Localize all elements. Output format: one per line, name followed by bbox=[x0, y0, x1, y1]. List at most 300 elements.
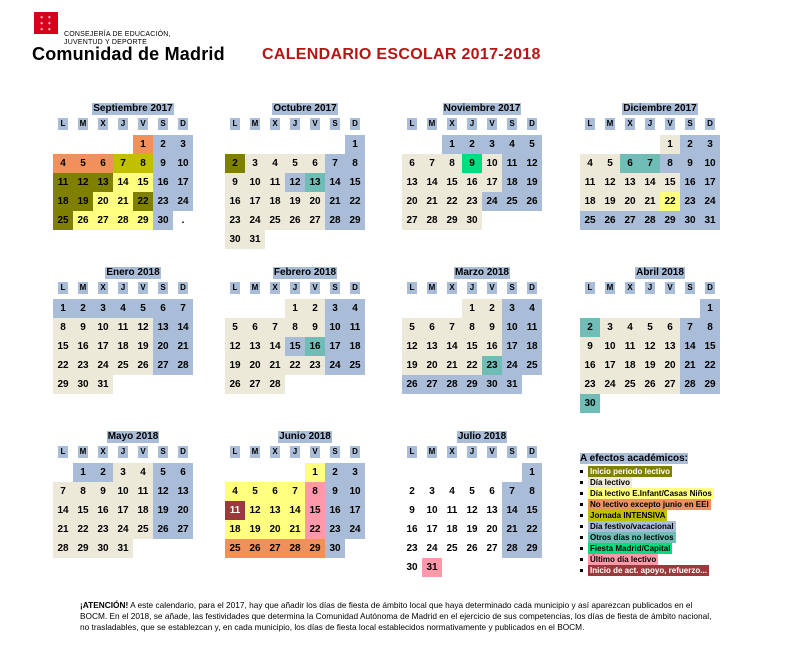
calendar-day: 30 bbox=[580, 394, 600, 413]
weekday-label: J bbox=[467, 118, 477, 130]
weekday-label: J bbox=[290, 118, 300, 130]
weekday-label: M bbox=[79, 119, 87, 128]
weekday-label: D bbox=[527, 118, 537, 130]
weekday-label: D bbox=[350, 282, 360, 294]
calendar-day: 14 bbox=[442, 337, 462, 356]
calendar-day: 16 bbox=[580, 356, 600, 375]
calendar-day: 10 bbox=[426, 505, 438, 516]
calendar-day: 14 bbox=[680, 337, 700, 356]
calendar-day: 5 bbox=[285, 154, 305, 173]
calendar-day: 8 bbox=[285, 318, 305, 337]
calendar-day: 31 bbox=[245, 230, 265, 249]
weekday-label: J bbox=[290, 446, 300, 458]
legend-items bbox=[580, 466, 770, 576]
calendar-day: 12 bbox=[225, 337, 245, 356]
calendar-day: 8 bbox=[53, 318, 73, 337]
calendar-day: 9 bbox=[462, 154, 482, 173]
calendar-day: 7 bbox=[265, 318, 285, 337]
calendar-day: 26 bbox=[522, 192, 542, 211]
legend-item-label: Inicio periodo lectivo bbox=[590, 467, 671, 476]
weekday-label: X bbox=[625, 118, 635, 130]
month-title-text: Enero 2018 bbox=[106, 267, 160, 278]
calendar-day: 8 bbox=[462, 318, 482, 337]
month-title bbox=[580, 262, 740, 278]
calendar-day: 27 bbox=[173, 520, 193, 539]
calendar-day: 17 bbox=[113, 501, 133, 520]
calendar-day: 21 bbox=[422, 192, 442, 211]
calendar-day: 1 bbox=[442, 135, 462, 154]
calendar-day: 8 bbox=[660, 154, 680, 173]
calendar-day: 29 bbox=[305, 539, 325, 558]
calendar-day: 30 bbox=[482, 375, 502, 394]
calendar-day: 19 bbox=[285, 192, 305, 211]
calendar-day: 13 bbox=[173, 482, 193, 501]
weekday-label: L bbox=[58, 446, 68, 458]
calendar-day: 11 bbox=[580, 173, 600, 192]
calendar-day: 2 bbox=[73, 299, 93, 318]
month-title bbox=[225, 426, 385, 442]
weekday-label: S bbox=[158, 446, 168, 458]
calendar-day: 10 bbox=[245, 173, 265, 192]
calendar-day: 6 bbox=[245, 318, 265, 337]
weekday-label: X bbox=[625, 282, 635, 294]
calendar-day: 27 bbox=[153, 356, 173, 375]
month-title-text: Mayo 2018 bbox=[107, 431, 159, 442]
calendar-day: 5 bbox=[133, 299, 153, 318]
legend-item-label: Último día lectivo bbox=[590, 555, 657, 564]
calendar-day: 9 bbox=[325, 482, 345, 501]
calendar-day: 30 bbox=[406, 562, 418, 573]
calendar-day: 12 bbox=[600, 173, 620, 192]
attention-note bbox=[80, 600, 720, 633]
madrid-flag-logo bbox=[34, 12, 58, 39]
calendar-day: 26 bbox=[285, 211, 305, 230]
calendar-day: 26 bbox=[600, 211, 620, 230]
calendar-day: 11 bbox=[265, 173, 285, 192]
calendar-day: 8 bbox=[133, 154, 153, 173]
consejeria-line-1: CONSEJERÍA DE EDUCACIÓN, bbox=[64, 31, 171, 38]
month-block bbox=[53, 262, 213, 394]
calendar-day: 20 bbox=[305, 192, 325, 211]
calendar-day: 28 bbox=[173, 356, 193, 375]
calendar-day: 28 bbox=[442, 375, 462, 394]
calendar-day: 23 bbox=[305, 356, 325, 375]
calendar-day: 27 bbox=[305, 211, 325, 230]
weekday-label: X bbox=[270, 118, 280, 130]
calendar-day: 8 bbox=[305, 482, 325, 501]
calendar-day: 5 bbox=[600, 154, 620, 173]
weekday-label: D bbox=[178, 118, 188, 130]
page-header bbox=[0, 0, 786, 80]
weekday-label: L bbox=[407, 282, 417, 294]
calendar-day: 3 bbox=[325, 299, 345, 318]
calendar-day: 28 bbox=[285, 539, 305, 558]
calendar-day: 7 bbox=[325, 154, 345, 173]
calendar-day: 4 bbox=[522, 299, 542, 318]
calendar-day: 7 bbox=[502, 482, 522, 501]
calendar-day: 24 bbox=[426, 543, 438, 554]
calendar-day: 28 bbox=[422, 211, 442, 230]
calendar-day: 19 bbox=[522, 173, 542, 192]
weekday-label: L bbox=[58, 282, 68, 294]
calendar-day: 24 bbox=[93, 356, 113, 375]
calendar-day: 15 bbox=[522, 501, 542, 520]
calendar-day: 11 bbox=[133, 482, 153, 501]
calendar-day: 9 bbox=[153, 154, 173, 173]
calendar-day: 15 bbox=[53, 337, 73, 356]
weekday-label: L bbox=[58, 118, 68, 130]
calendar-day: 19 bbox=[600, 192, 620, 211]
calendar-day: 14 bbox=[285, 501, 305, 520]
calendar-day: 4 bbox=[133, 463, 153, 482]
weekday-label: J bbox=[645, 118, 655, 130]
calendar-day: 24 bbox=[482, 192, 502, 211]
calendar-day: 24 bbox=[113, 520, 133, 539]
calendar-day: 29 bbox=[442, 211, 462, 230]
calendar-day: 27 bbox=[422, 375, 442, 394]
calendar-day: 21 bbox=[285, 520, 305, 539]
calendar-day: 21 bbox=[325, 192, 345, 211]
calendar-day: 23 bbox=[73, 356, 93, 375]
calendar-day: 20 bbox=[486, 524, 498, 535]
weekday-label: X bbox=[447, 446, 457, 458]
weekday-label: M bbox=[428, 447, 436, 456]
calendar-day: 20 bbox=[660, 356, 680, 375]
calendar-day: 20 bbox=[93, 192, 113, 211]
month-block bbox=[225, 262, 385, 394]
calendar-day: 19 bbox=[225, 356, 245, 375]
legend-item bbox=[580, 510, 770, 521]
calendar-day: 19 bbox=[73, 192, 93, 211]
calendar-day: 15 bbox=[700, 337, 720, 356]
calendar-day: 27 bbox=[93, 211, 113, 230]
legend-item bbox=[580, 554, 770, 565]
calendar-day: 29 bbox=[53, 375, 73, 394]
calendar-day: 26 bbox=[245, 539, 265, 558]
legend-item bbox=[580, 488, 770, 499]
calendar-day: 9 bbox=[73, 318, 93, 337]
calendar-day: 21 bbox=[173, 337, 193, 356]
weekday-label: L bbox=[585, 118, 595, 130]
month-title-text: Junio 2018 bbox=[279, 431, 331, 442]
weekday-label: V bbox=[487, 446, 497, 458]
calendar-day: 8 bbox=[73, 482, 93, 501]
calendar-day: 28 bbox=[53, 539, 73, 558]
calendar-day: 12 bbox=[402, 337, 422, 356]
month-title bbox=[402, 262, 562, 278]
calendar-day: 2 bbox=[409, 486, 415, 497]
weekday-label: X bbox=[270, 282, 280, 294]
calendar-day: 16 bbox=[462, 173, 482, 192]
calendar-day: 31 bbox=[700, 211, 720, 230]
calendar-day: 20 bbox=[402, 192, 422, 211]
calendar-day: 15 bbox=[660, 173, 680, 192]
calendar-day: 5 bbox=[402, 318, 422, 337]
calendar-day: 25 bbox=[580, 211, 600, 230]
calendar-day: 26 bbox=[133, 356, 153, 375]
month-title-text: Marzo 2018 bbox=[455, 267, 509, 278]
weekday-label: L bbox=[585, 282, 595, 294]
month-block bbox=[53, 98, 213, 230]
legend bbox=[580, 448, 770, 576]
calendar-day: 25 bbox=[265, 211, 285, 230]
calendar-day: 28 bbox=[113, 211, 133, 230]
weekday-label: X bbox=[270, 446, 280, 458]
calendar-day: 13 bbox=[486, 505, 498, 516]
calendar-day: 12 bbox=[245, 501, 265, 520]
calendar-day: 4 bbox=[265, 154, 285, 173]
calendar-day: 21 bbox=[113, 192, 133, 211]
calendar-day: 29 bbox=[660, 211, 680, 230]
calendar-day: 14 bbox=[422, 173, 442, 192]
calendar-day: 13 bbox=[402, 173, 422, 192]
bullet-icon bbox=[580, 503, 583, 506]
calendar-day: 1 bbox=[305, 463, 325, 482]
weekday-label: S bbox=[330, 446, 340, 458]
calendar-day: 26 bbox=[225, 375, 245, 394]
weekday-label: V bbox=[310, 446, 320, 458]
calendar-day: 7 bbox=[422, 154, 442, 173]
calendar-day: 25 bbox=[620, 375, 640, 394]
calendar-day: 23 bbox=[225, 211, 245, 230]
calendar-day: 3 bbox=[502, 299, 522, 318]
calendar-day: 15 bbox=[133, 173, 153, 192]
calendar-day: 29 bbox=[345, 211, 365, 230]
calendar-day: 10 bbox=[325, 318, 345, 337]
month-block bbox=[402, 262, 562, 394]
calendar-day: 2 bbox=[580, 318, 600, 337]
calendar-day: 8 bbox=[700, 318, 720, 337]
calendar-day: 25 bbox=[133, 520, 153, 539]
calendar-day: 25 bbox=[502, 192, 522, 211]
calendar-day: 14 bbox=[640, 173, 660, 192]
calendar-day: 23 bbox=[406, 543, 418, 554]
calendar-day: 18 bbox=[133, 501, 153, 520]
bullet-icon bbox=[580, 481, 583, 484]
calendar-day: 13 bbox=[660, 337, 680, 356]
calendar-day: 12 bbox=[133, 318, 153, 337]
calendar-day: 19 bbox=[153, 501, 173, 520]
calendar-day: 21 bbox=[53, 520, 73, 539]
weekday-label: V bbox=[138, 446, 148, 458]
calendar-day: 9 bbox=[580, 337, 600, 356]
calendar-day: 24 bbox=[325, 356, 345, 375]
calendar-day: 12 bbox=[640, 337, 660, 356]
legend-item-label: Otros días no lectivos bbox=[590, 533, 674, 542]
calendar-day: 28 bbox=[325, 211, 345, 230]
calendar-day: 4 bbox=[449, 486, 455, 497]
calendar-day: 29 bbox=[73, 539, 93, 558]
month-title bbox=[53, 98, 213, 114]
calendar-day: 24 bbox=[245, 211, 265, 230]
calendar-day: 21 bbox=[502, 520, 522, 539]
legend-item-label: Jornada INTENSIVA bbox=[590, 511, 666, 520]
weekday-label: L bbox=[230, 282, 240, 294]
calendar-day: 2 bbox=[93, 463, 113, 482]
calendar-day: 11 bbox=[502, 154, 522, 173]
calendar-day: 12 bbox=[73, 173, 93, 192]
weekday-label: M bbox=[428, 119, 436, 128]
legend-title: A efectos académicos: bbox=[580, 453, 689, 464]
weekday-label: S bbox=[507, 282, 517, 294]
weekday-label: J bbox=[467, 282, 477, 294]
calendar-day: 15 bbox=[285, 337, 305, 356]
calendar-day: 1 bbox=[285, 299, 305, 318]
weekday-label: J bbox=[645, 282, 655, 294]
calendar-day: 22 bbox=[345, 192, 365, 211]
calendar-day: 30 bbox=[225, 230, 245, 249]
calendar-day: 27 bbox=[402, 211, 422, 230]
weekday-label: D bbox=[350, 118, 360, 130]
calendar-day: 10 bbox=[173, 154, 193, 173]
calendar-day: 11 bbox=[225, 501, 245, 520]
calendar-day: 18 bbox=[522, 337, 542, 356]
calendar-day: 27 bbox=[245, 375, 265, 394]
calendar-day: 5 bbox=[640, 318, 660, 337]
month-block bbox=[225, 426, 385, 558]
weekday-label: M bbox=[606, 283, 614, 292]
calendar-day: 7 bbox=[680, 318, 700, 337]
legend-item-label: Día lectivo E.Infant/Casas Niños bbox=[590, 489, 712, 498]
calendar-day: 21 bbox=[442, 356, 462, 375]
calendar-day: 31 bbox=[113, 539, 133, 558]
weekday-label: V bbox=[138, 282, 148, 294]
calendar-day: 17 bbox=[600, 356, 620, 375]
calendar-day: 24 bbox=[173, 192, 193, 211]
calendar-day: 20 bbox=[265, 520, 285, 539]
calendar-day: 23 bbox=[462, 192, 482, 211]
weekday-label: V bbox=[310, 118, 320, 130]
calendar-day: 11 bbox=[446, 505, 458, 516]
calendar-day: 2 bbox=[153, 135, 173, 154]
calendar-day: 23 bbox=[93, 520, 113, 539]
calendar-day: 4 bbox=[113, 299, 133, 318]
legend-item bbox=[580, 532, 770, 543]
calendar-day: 21 bbox=[640, 192, 660, 211]
calendar-day: 16 bbox=[93, 501, 113, 520]
calendar-day: 5 bbox=[153, 463, 173, 482]
calendar-day: 18 bbox=[620, 356, 640, 375]
calendar-day: 2 bbox=[325, 463, 345, 482]
calendar-day: 5 bbox=[73, 154, 93, 173]
calendar-day: 4 bbox=[53, 154, 73, 173]
calendar-day: 8 bbox=[345, 154, 365, 173]
month-title bbox=[53, 262, 213, 278]
calendar-day: 9 bbox=[680, 154, 700, 173]
calendar-day: 9 bbox=[305, 318, 325, 337]
calendar-day: 22 bbox=[285, 356, 305, 375]
calendar-day: 7 bbox=[53, 482, 73, 501]
calendar-day: 23 bbox=[325, 520, 345, 539]
calendar-day: 30 bbox=[680, 211, 700, 230]
calendar-day: 9 bbox=[93, 482, 113, 501]
month-title-text: Noviembre 2017 bbox=[443, 103, 521, 114]
month-title bbox=[580, 98, 740, 114]
weekday-label: S bbox=[685, 118, 695, 130]
month-title bbox=[402, 426, 562, 442]
weekday-label: J bbox=[118, 282, 128, 294]
calendar-day: 13 bbox=[265, 501, 285, 520]
bullet-icon bbox=[580, 470, 583, 473]
calendar-day: 8 bbox=[522, 482, 542, 501]
calendar-day: 20 bbox=[245, 356, 265, 375]
weekday-label: M bbox=[251, 119, 259, 128]
legend-item-label: Fiesta Madrid/Capital bbox=[590, 544, 671, 553]
calendar-day: 31 bbox=[422, 558, 442, 577]
calendar-day: 17 bbox=[345, 501, 365, 520]
calendar-day: 16 bbox=[482, 337, 502, 356]
calendar-day: 23 bbox=[680, 192, 700, 211]
calendar-day: 31 bbox=[502, 375, 522, 394]
calendar-day: 2 bbox=[462, 135, 482, 154]
calendar-day: 28 bbox=[680, 375, 700, 394]
calendar-day: 18 bbox=[345, 337, 365, 356]
month-title bbox=[53, 426, 213, 442]
calendar-day: 26 bbox=[466, 543, 478, 554]
weekday-label: D bbox=[527, 282, 537, 294]
calendar-day: 19 bbox=[466, 524, 478, 535]
calendar-day: 10 bbox=[345, 482, 365, 501]
weekday-label: J bbox=[118, 446, 128, 458]
legend-item bbox=[580, 521, 770, 532]
calendar-day: 3 bbox=[700, 135, 720, 154]
calendar-day: 30 bbox=[73, 375, 93, 394]
month-block bbox=[402, 426, 562, 577]
calendar-day: 16 bbox=[406, 524, 418, 535]
month-title bbox=[402, 98, 562, 114]
calendar-day: 18 bbox=[225, 520, 245, 539]
calendar-day: 20 bbox=[620, 192, 640, 211]
calendar-day: 29 bbox=[522, 539, 542, 558]
calendar-day: 2 bbox=[305, 299, 325, 318]
calendar-day: 16 bbox=[325, 501, 345, 520]
calendar-day: 15 bbox=[442, 173, 462, 192]
bullet-icon bbox=[580, 536, 583, 539]
calendar-day: 6 bbox=[489, 486, 495, 497]
legend-item bbox=[580, 565, 770, 576]
month-title-text: Septiembre 2017 bbox=[93, 103, 173, 114]
calendar-day: 16 bbox=[153, 173, 173, 192]
calendar-day: 15 bbox=[73, 501, 93, 520]
calendar-day: 3 bbox=[345, 463, 365, 482]
calendar-day: 15 bbox=[305, 501, 325, 520]
calendar-day: 2 bbox=[680, 135, 700, 154]
weekday-label: V bbox=[487, 118, 497, 130]
weekday-label: V bbox=[310, 282, 320, 294]
calendar-day: 21 bbox=[680, 356, 700, 375]
calendar-day: 14 bbox=[113, 173, 133, 192]
calendar-day: 25 bbox=[345, 356, 365, 375]
calendar-day: 18 bbox=[580, 192, 600, 211]
calendar-day: 5 bbox=[225, 318, 245, 337]
weekday-label: M bbox=[79, 447, 87, 456]
legend-item bbox=[580, 466, 770, 477]
weekday-label: D bbox=[705, 282, 715, 294]
calendar-day: 12 bbox=[285, 173, 305, 192]
calendar-day: 18 bbox=[446, 524, 458, 535]
calendar-day: 11 bbox=[345, 318, 365, 337]
calendar-day: 16 bbox=[225, 192, 245, 211]
calendar-day: 30 bbox=[462, 211, 482, 230]
calendar-day: 27 bbox=[620, 211, 640, 230]
calendar-day: 20 bbox=[422, 356, 442, 375]
weekday-label: J bbox=[118, 118, 128, 130]
weekday-label: S bbox=[507, 446, 517, 458]
month-block bbox=[225, 98, 385, 249]
calendar-day: 25 bbox=[225, 539, 245, 558]
calendar-day: 1 bbox=[522, 463, 542, 482]
weekday-label: M bbox=[251, 283, 259, 292]
